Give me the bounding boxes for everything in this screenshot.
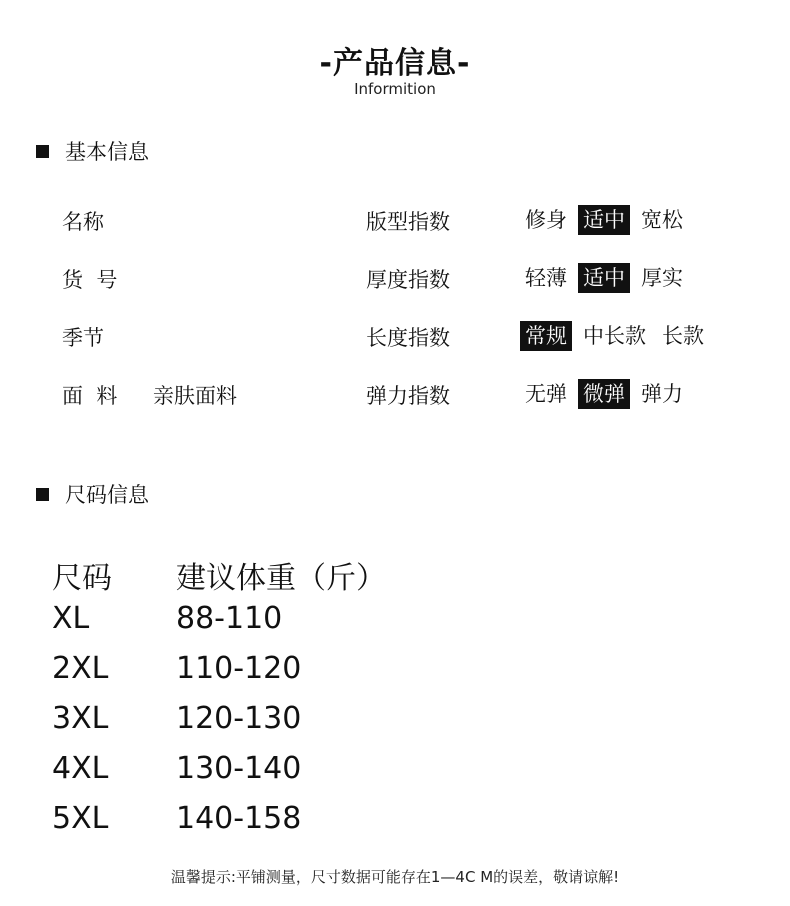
weight-cell: 130-140 xyxy=(176,751,302,786)
item-number-label: 货 号 xyxy=(62,268,118,292)
weight-cell: 140-158 xyxy=(176,801,302,836)
length-option-mid-long: 中长款 xyxy=(583,324,646,348)
size-info-title: 尺码信息 xyxy=(65,483,149,507)
length-option-long: 长款 xyxy=(662,324,704,348)
elasticity-option-stretch: 弹力 xyxy=(641,382,683,406)
size-cell: 5XL xyxy=(52,801,109,836)
size-info-heading xyxy=(36,479,149,509)
size-cell: 3XL xyxy=(52,701,109,736)
fit-option-loose: 宽松 xyxy=(641,208,683,232)
fit-index-options xyxy=(520,205,688,235)
length-option-regular: 常规 xyxy=(520,321,572,351)
size-cell: XL xyxy=(52,601,90,636)
fabric-label: 面 料 xyxy=(62,384,118,408)
elasticity-index-label: 弹力指数 xyxy=(366,384,450,408)
basic-info-title: 基本信息 xyxy=(65,140,149,164)
square-bullet-icon xyxy=(36,488,49,501)
page-title: -产品信息- xyxy=(319,46,471,81)
size-column-header: 尺码 xyxy=(52,561,112,596)
fit-index-label: 版型指数 xyxy=(366,210,450,234)
thickness-option-thin: 轻薄 xyxy=(525,266,567,290)
length-index-options xyxy=(520,321,709,351)
fit-option-slim: 修身 xyxy=(525,208,567,232)
fabric-value: 亲肤面料 xyxy=(153,384,237,408)
weight-cell: 120-130 xyxy=(176,701,302,736)
elasticity-option-slight: 微弹 xyxy=(578,379,630,409)
page-subtitle: Informition xyxy=(354,80,436,98)
square-bullet-icon xyxy=(36,145,49,158)
footer-note: 温馨提示:平铺测量，尺寸数据可能存在1—4C M的误差，敬请谅解! xyxy=(170,868,620,886)
thickness-option-thick: 厚实 xyxy=(641,266,683,290)
thickness-index-options xyxy=(520,263,688,293)
weight-column-header: 建议体重（斤） xyxy=(176,561,386,596)
weight-cell: 110-120 xyxy=(176,651,302,686)
size-cell: 2XL xyxy=(52,651,109,686)
name-label: 名称 xyxy=(62,210,104,234)
fit-option-regular: 适中 xyxy=(578,205,630,235)
weight-cell: 88-110 xyxy=(176,601,283,636)
basic-info-heading xyxy=(36,136,149,166)
elasticity-index-options xyxy=(520,379,688,409)
season-label: 季节 xyxy=(62,326,104,350)
elasticity-option-none: 无弹 xyxy=(525,382,567,406)
thickness-option-medium: 适中 xyxy=(578,263,630,293)
size-cell: 4XL xyxy=(52,751,109,786)
length-index-label: 长度指数 xyxy=(366,326,450,350)
thickness-index-label: 厚度指数 xyxy=(366,268,450,292)
